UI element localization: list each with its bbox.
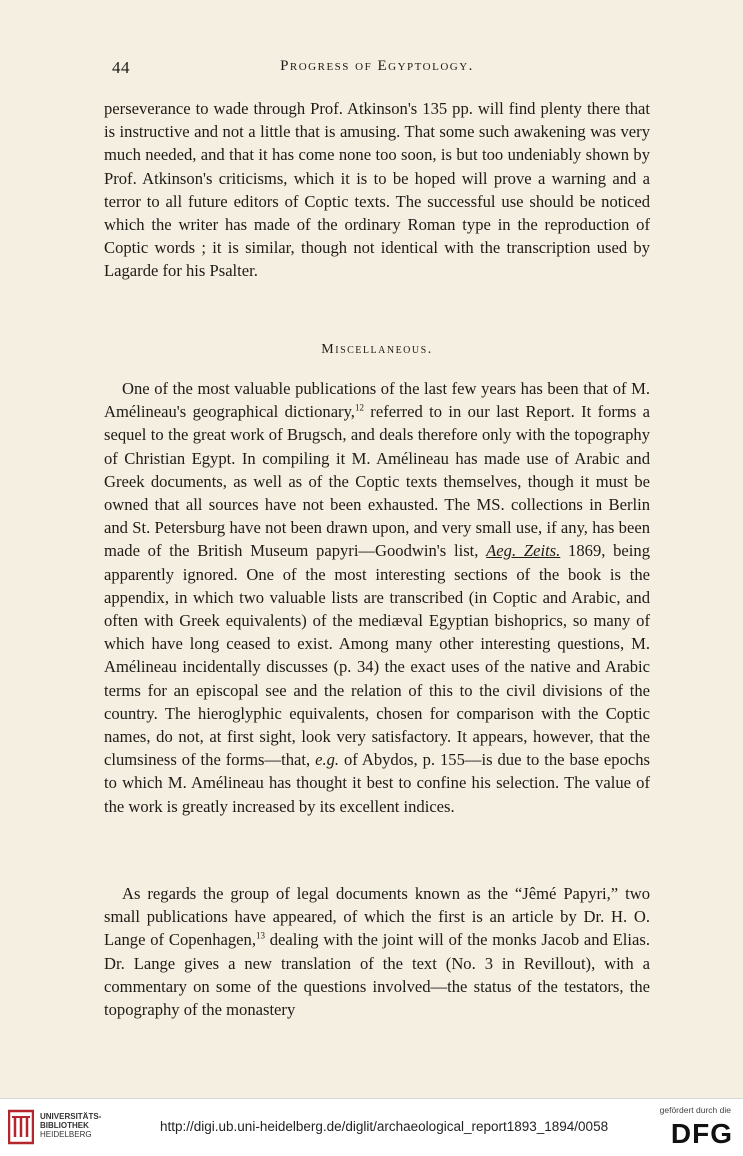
footnote-ref-12: 12 [354,402,364,413]
paragraph-1-text: perseverance to wade through Prof. Atkinson's 135 pp. will find plenty there that is instructive and not a little that is amusing. That some such awakening was very much needed, and that it has come none too soon, is but too undeniably shown by Prof. Atkinson's criticisms, which it is to be hoped will prove a warning and a terror to all future editors of Coptic texts. The successful use should be noticed which the writer has made of the ordinary Roman type in the reproduction of Coptic words ; it is similar, though not identical with the transcription used by Lagarde for his Psalter. [104,99,650,281]
funding-caption: gefördert durch die [659,1105,731,1115]
university-library-name: UNIVERSITÄTS- BIBLIOTHEK HEIDELBERG [40,1112,102,1139]
paragraph-amelineau [104,377,650,818]
running-title: Progress of Egyptology. [280,58,474,74]
dfg-logo: DFG [670,1118,733,1149]
section-heading-miscellaneous: Miscellaneous. [321,342,433,357]
eg-abbreviation: e.g. [315,750,340,770]
page-number: 44 [112,58,130,77]
paragraph-3-text: As regards the group of legal documents known as the “Jêmé Papyri,” two small publications have appeared, of which the first is an article by Dr. H. O. Lange of Copenhagen,$^{13}$ dealing with the joint will of the monks Jacob and Elias. Dr. Lange gives a new translation of the text (No. 3 in Revillout), with a commentary on some of the questions involved—the status of the testators, the topography of the monastery [104,884,650,1020]
digitization-footer [0,1098,743,1156]
footnote-ref-13: 13 [255,930,265,941]
university-library-logo-icon [8,1109,34,1145]
paragraph-jeme-papyri [104,882,650,1021]
paragraph-continued [104,97,650,283]
journal-abbreviation: Aeg. Zeits. [486,541,561,561]
running-head [104,58,650,82]
paragraph-2-text: One of the most valuable publications of the last few years has been that of M. Amélineau's geographical dictionary,$^{12}$ referred to in our last Report. It forms a sequel to the great work of Brugsch, and deals therefore only with the topography of Christian Egypt. In compiling it M. Amélineau has made use of Arabic and Greek documents, as well as of the Coptic texts themselves, though it must be owned that all sources have not been exhausted. The MS. collections in Berlin and St. Petersburg have not been drawn upon, and very small use, if any, has been made of the British Museum papyri—Goodwin's list, Aeg. Zeits. 1869, being apparently ignored. One of the most interesting sections of the book is the appendix, in which two valuable lists are transcribed (in Coptic and Arabic, and often with Greek equivalents) of the mediæval Egyptian bishoprics, so many of which have long ceased to exist. Among many other interesting questions, M. Amélineau incidentally discusses (p. 34) the exact uses of the native and Arabic terms for an episcopal see and the relation of this to the civil divisions of the country. The hieroglyphic equivalents, chosen for comparison with the Coptic names, do not, at first sight, look very satisfactory. It appears, however, that the clumsiness of the forms—that, e.g. of Abydos, p. 155—is due to the base epochs to which M. Amélineau has thought it best to confine his selection. The value of the work is greatly increased by its excellent indices. [104,379,651,816]
permalink-url[interactable]: http://digi.ub.uni-heidelberg.de/diglit/archaeological_report1893_1894/0058 [160,1119,609,1134]
